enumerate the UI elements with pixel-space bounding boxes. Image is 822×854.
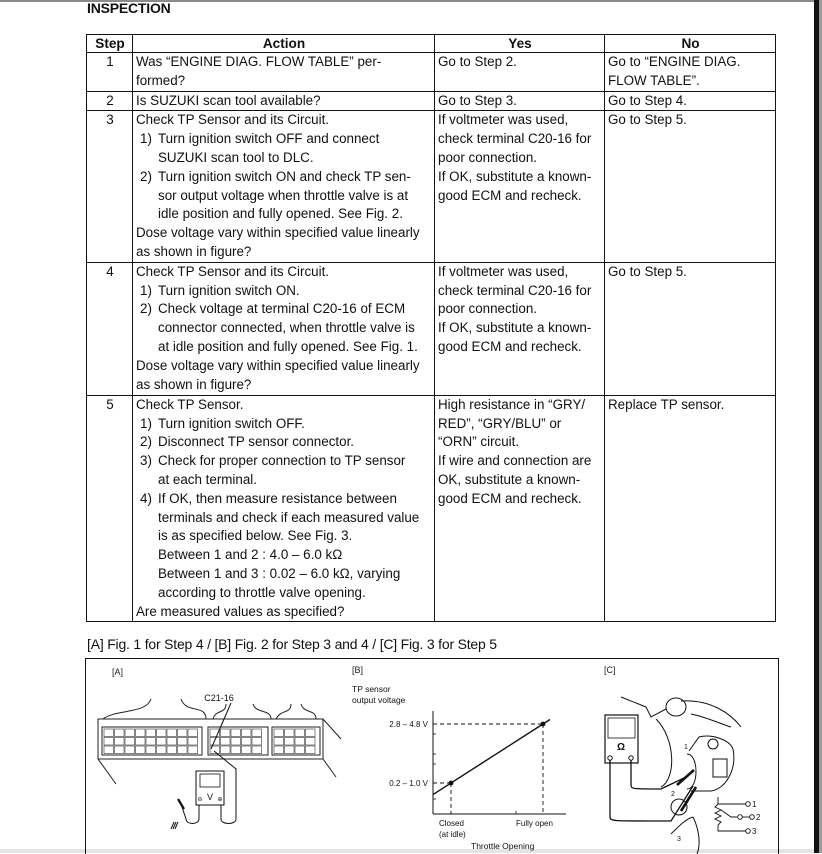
connector-terminal-cell: [125, 746, 135, 754]
yes-cell: [435, 395, 605, 622]
action-text: Is SUZUKI scan tool available?: [136, 92, 321, 108]
no-text: Go to “ENGINE DIAG.: [608, 54, 741, 69]
fig-a-ecm-connector-diagram: [86, 659, 346, 854]
header-no: No: [605, 35, 776, 53]
connector-terminal-cell: [178, 729, 188, 737]
action-title: Check TP Sensor and its Circuit.: [136, 112, 330, 128]
no-cell: [605, 91, 776, 111]
connector-terminal-cell: [231, 729, 241, 737]
connector-terminal-cell: [306, 738, 316, 746]
connector-terminal-cell: [115, 729, 125, 737]
action-question: as shown in figure?: [136, 376, 252, 392]
no-text: Go to Step 4.: [608, 92, 687, 108]
potentiometer-schematic-icon: [715, 797, 754, 833]
y-tick-label: 0.2 – 1.0 V: [389, 779, 428, 788]
connector-terminal-cell: [231, 746, 241, 754]
wire: [213, 704, 226, 719]
connector-terminal-cell: [146, 729, 156, 737]
wire: [276, 704, 291, 719]
connector-terminal-cell: [136, 746, 146, 754]
yes-cell: [435, 91, 605, 111]
action-substep: [136, 168, 432, 187]
substep-number: 1): [140, 415, 152, 431]
yes-text: RED”, “GRY/BLU” or: [438, 415, 562, 431]
yes-text: “ORN” circuit.: [438, 434, 520, 450]
action-substep: [136, 282, 432, 301]
x-tick-label: Closed: [439, 819, 464, 828]
substep-number: 4): [140, 490, 152, 506]
data-point: [541, 722, 546, 727]
connector-terminal-cell: [167, 729, 177, 737]
x-tick-label: (at idle): [439, 830, 466, 839]
connector-terminal-cell: [115, 738, 125, 746]
connector-terminal-cell: [188, 738, 198, 746]
yes-cell: [435, 53, 605, 92]
yes-text: good ECM and recheck.: [438, 338, 582, 354]
yes-text: check terminal C20-16 for: [438, 131, 592, 147]
table-header-row: [87, 35, 776, 53]
substep-number: 3): [140, 453, 152, 469]
connector-terminal-cell: [274, 738, 284, 746]
header-action: Action: [133, 35, 435, 53]
connector-terminal-cell: [285, 729, 295, 737]
svg-text:2: 2: [756, 813, 761, 822]
substep-number: 1): [140, 282, 152, 298]
connector-terminal-cell: [252, 746, 262, 754]
action-substep: [136, 300, 432, 319]
figure-panel: [85, 658, 779, 854]
step-number: 4: [87, 262, 133, 395]
connector-terminal-cell: [252, 738, 262, 746]
connector-terminal-label: C21-16: [204, 693, 234, 703]
yes-text: High resistance in “GRY/: [438, 396, 586, 412]
action-question: Dose voltage vary within specified value linearly: [136, 357, 420, 373]
action-substep: [136, 452, 432, 471]
substep-text: at each terminal.: [158, 471, 257, 487]
connector-terminal-cell: [115, 746, 125, 754]
substep-text: Check for proper connection to TP sensor: [158, 453, 406, 469]
x-axis-label: Throttle Opening: [471, 841, 535, 851]
substep-text: at idle position and fully opened. See Fig. 1.: [158, 338, 418, 354]
chart-ylabel-line1: TP sensor: [352, 684, 391, 694]
wire: [301, 704, 316, 719]
connector-terminal-cell: [157, 729, 167, 737]
connector-terminal-cell: [242, 729, 252, 737]
action-cell: [133, 262, 435, 395]
wire: [181, 699, 206, 719]
no-text: FLOW TABLE”.: [608, 72, 700, 88]
header-step: Step: [87, 35, 133, 53]
yes-text: If voltmeter was used,: [438, 263, 569, 279]
connector-terminal-cell: [104, 746, 114, 754]
table-row: [87, 111, 776, 262]
connector-terminal-cell: [242, 738, 252, 746]
step-number: 1: [87, 53, 133, 92]
action-title: Check TP Sensor.: [136, 396, 244, 412]
substep-text: Turn ignition switch OFF and connect: [158, 131, 380, 147]
yes-text: Go to Step 3.: [438, 92, 517, 108]
connector-terminal-cell: [221, 729, 231, 737]
connector-terminal-cell: [295, 738, 305, 746]
action-text: Was “ENGINE DIAG. FLOW TABLE” per-: [136, 54, 382, 69]
connector-terminal-cell: [167, 738, 177, 746]
svg-text:1: 1: [752, 800, 757, 809]
substep-text: Between 1 and 2 : 4.0 – 6.0 kΩ: [158, 547, 343, 563]
connector-terminal-cell: [231, 738, 241, 746]
yes-text: good ECM and recheck.: [438, 490, 582, 506]
y-tick-label: 2.8 – 4.8 V: [389, 720, 428, 729]
svg-text:⊖: ⊖: [197, 797, 203, 803]
connector-terminal-cell: [285, 738, 295, 746]
connector-terminal-cell: [104, 738, 114, 746]
yes-text: check terminal C20-16 for: [438, 282, 592, 298]
connector-terminal-cell: [136, 738, 146, 746]
substep-text: terminals and check if each measured value: [158, 509, 420, 525]
action-substep: [136, 415, 432, 434]
step-number: 3: [87, 111, 133, 262]
connector-terminal-cell: [295, 729, 305, 737]
connector-terminal-cell: [157, 738, 167, 746]
substep-text: Turn ignition switch ON and check TP sen-: [158, 168, 411, 184]
action-substep: [136, 490, 432, 509]
connector-terminal-cell: [125, 729, 135, 737]
substep-number: 2): [140, 301, 152, 317]
table-row: [87, 91, 776, 111]
substep-text: is as specified below. See Fig. 3.: [158, 528, 353, 544]
substep-text: Turn ignition switch OFF.: [158, 415, 305, 431]
svg-text:1: 1: [684, 744, 688, 751]
yes-text: If voltmeter was used,: [438, 112, 569, 128]
step-number: 2: [87, 91, 133, 111]
connector-terminal-cell: [136, 729, 146, 737]
connector-terminal-cell: [221, 738, 231, 746]
yes-text: If wire and connection are: [438, 453, 592, 469]
table-row: [87, 53, 776, 92]
connector-terminal-cell: [104, 729, 114, 737]
substep-number: 1): [140, 131, 152, 147]
yes-text: poor connection.: [438, 149, 538, 165]
substep-text: sor output voltage when throttle valve is at: [158, 187, 409, 203]
no-text: Go to Step 5.: [608, 112, 687, 128]
inspection-table: [86, 34, 776, 622]
no-text: Replace TP sensor.: [608, 396, 725, 412]
x-tick-label: Fully open: [516, 819, 553, 828]
substep-text: Between 1 and 3 : 0.02 – 6.0 kΩ, varying: [158, 565, 401, 581]
action-text: formed?: [136, 72, 186, 88]
ecm-connector-body: [98, 719, 323, 759]
action-question: Dose voltage vary within specified value linearly: [136, 225, 420, 241]
connector-terminal-cell: [274, 729, 284, 737]
action-question: as shown in figure?: [136, 243, 252, 259]
substep-text: Turn ignition switch ON.: [158, 282, 300, 298]
connector-terminal-cell: [306, 746, 316, 754]
table-row: [87, 395, 776, 622]
wire: [253, 704, 271, 719]
substep-text: according to throttle valve opening.: [158, 584, 366, 600]
fig-c-tp-sensor-resistance-diagram: [581, 659, 778, 854]
action-question: Are measured values as specified?: [136, 603, 345, 619]
svg-text:3: 3: [677, 836, 681, 843]
connector-terminal-cell: [306, 729, 316, 737]
substep-text: connector connected, when throttle valve is: [158, 320, 415, 336]
action-substep: [136, 130, 432, 149]
data-point: [449, 781, 454, 786]
substep-text: If OK, then measure resistance between: [158, 490, 397, 506]
connector-terminal-cell: [146, 738, 156, 746]
substep-text: SUZUKI scan tool to DLC.: [158, 149, 314, 165]
section-heading: INSPECTION: [87, 0, 171, 16]
action-substep: [136, 433, 432, 452]
svg-text:3: 3: [752, 827, 757, 836]
yes-text: poor connection.: [438, 301, 538, 317]
yes-text: If OK, substitute a known-: [438, 168, 592, 184]
action-cell: [133, 395, 435, 622]
fig-b-tp-voltage-chart: [336, 659, 586, 854]
no-cell: [605, 395, 776, 622]
table-row: [87, 262, 776, 395]
substep-number: 2): [140, 434, 152, 450]
no-cell: [605, 262, 776, 395]
connector-terminal-cell: [125, 738, 135, 746]
substep-text: Check voltage at terminal C20-16 of ECM: [158, 301, 406, 317]
fig-b-label: [B]: [352, 665, 364, 675]
connector-terminal-cell: [188, 729, 198, 737]
no-cell: [605, 111, 776, 262]
connector-terminal-cell: [252, 729, 262, 737]
substep-text: Disconnect TP sensor connector.: [158, 434, 355, 450]
connector-terminal-cell: [178, 746, 188, 754]
fig-c-label: [C]: [604, 665, 616, 675]
connector-terminal-cell: [274, 746, 284, 754]
voltmeter-symbol: V: [206, 792, 214, 802]
action-cell: [133, 91, 435, 111]
ohmmeter-symbol: Ω: [616, 742, 626, 753]
connector-terminal-cell: [285, 746, 295, 754]
connector-terminal-cell: [295, 746, 305, 754]
connector-terminal-cell: [157, 746, 167, 754]
no-text: Go to Step 5.: [608, 263, 687, 279]
substep-text: idle position and fully opened. See Fig. 2.: [158, 206, 403, 222]
connector-terminal-cell: [188, 746, 198, 754]
svg-text:2: 2: [671, 791, 675, 798]
yes-text: OK, substitute a known-: [438, 471, 581, 487]
svg-text:⊕: ⊕: [217, 797, 223, 803]
connector-terminal-cell: [242, 746, 252, 754]
wire: [103, 699, 151, 719]
connector-terminal-cell: [221, 746, 231, 754]
step-number: 5: [87, 395, 133, 622]
action-title: Check TP Sensor and its Circuit.: [136, 263, 330, 279]
probe-lead: [610, 760, 693, 821]
yes-text: If OK, substitute a known-: [438, 320, 592, 336]
yes-cell: [435, 262, 605, 395]
substep-number: 2): [140, 168, 152, 184]
action-cell: [133, 111, 435, 262]
no-cell: [605, 53, 776, 92]
yes-text: Go to Step 2.: [438, 54, 517, 69]
connector-terminal-cell: [167, 746, 177, 754]
ground-icon: [171, 822, 178, 829]
chart-ylabel-line2: output voltage: [352, 695, 406, 705]
yes-text: good ECM and recheck.: [438, 187, 582, 203]
fig-a-label: [A]: [112, 667, 124, 677]
connector-terminal-cell: [146, 746, 156, 754]
connector-terminal-cell: [178, 738, 188, 746]
header-yes: Yes: [435, 35, 605, 53]
figure-caption: [A] Fig. 1 for Step 4 / [B] Fig. 2 for Step 3 and 4 / [C] Fig. 3 for Step 5: [87, 636, 497, 652]
action-cell: [133, 53, 435, 92]
yes-cell: [435, 111, 605, 262]
